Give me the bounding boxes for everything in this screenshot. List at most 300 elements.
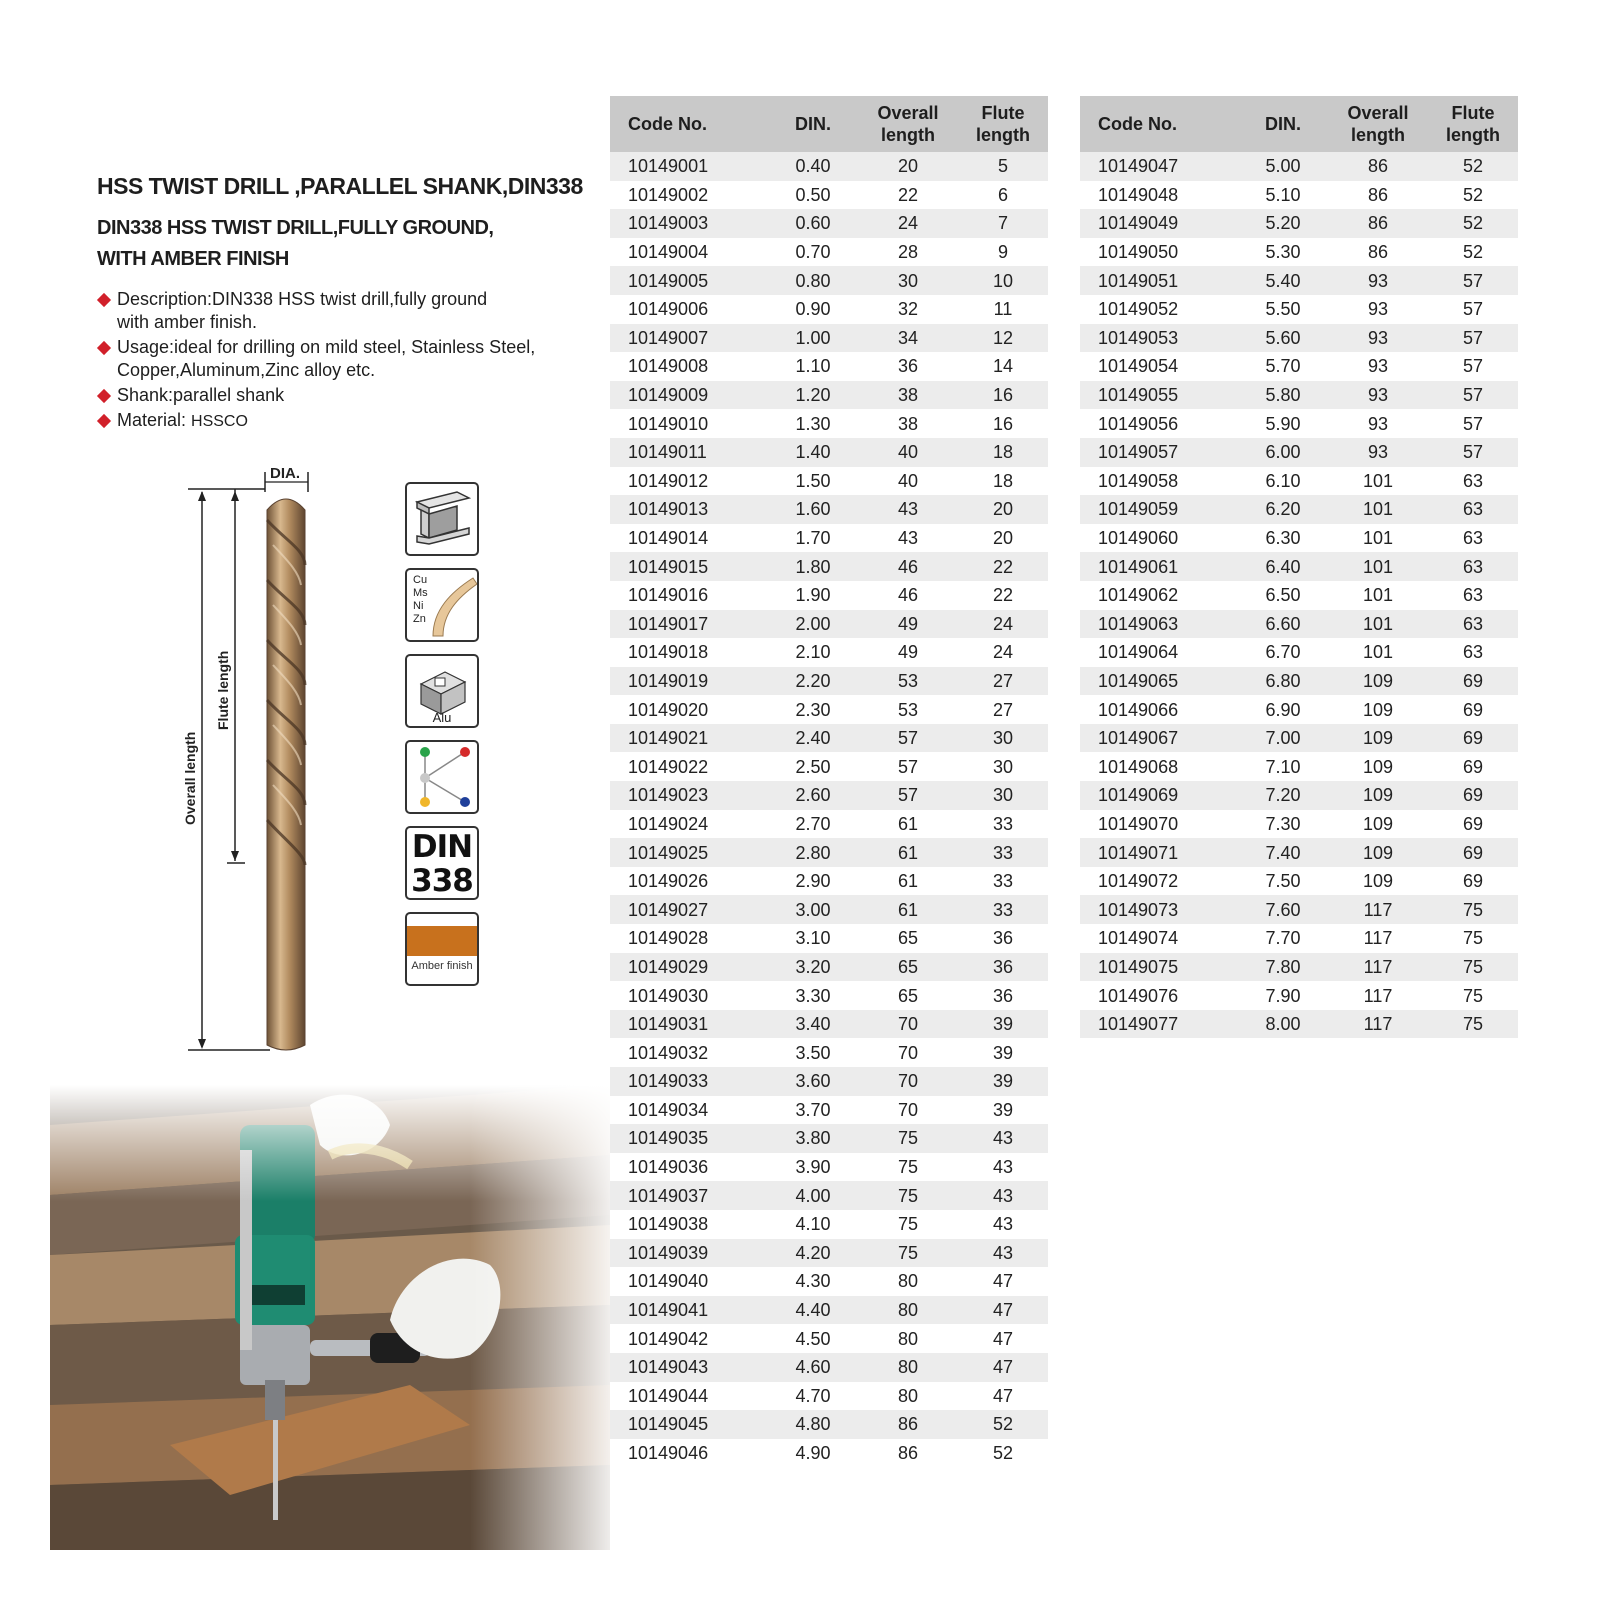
list-item-usage bbox=[97, 336, 587, 382]
table-row bbox=[610, 981, 1048, 1010]
table-row bbox=[610, 152, 1048, 181]
cell-overall-length: 109 bbox=[1328, 695, 1428, 724]
cell-din: 7.60 bbox=[1238, 895, 1328, 924]
cell-din: 4.20 bbox=[768, 1239, 858, 1268]
cell-flute-length: 63 bbox=[1428, 638, 1518, 667]
cell-din: 0.50 bbox=[768, 181, 858, 210]
table-row bbox=[1080, 266, 1518, 295]
cell-din: 7.40 bbox=[1238, 838, 1328, 867]
cell-flute-length: 16 bbox=[958, 409, 1048, 438]
cell-flute-length: 52 bbox=[1428, 181, 1518, 210]
table-row bbox=[1080, 867, 1518, 896]
cell-code: 10149032 bbox=[610, 1038, 768, 1067]
cell-flute-length: 18 bbox=[958, 467, 1048, 496]
cell-code: 10149035 bbox=[610, 1124, 768, 1153]
cell-overall-length: 93 bbox=[1328, 266, 1428, 295]
cell-code: 10149068 bbox=[1080, 752, 1238, 781]
cell-flute-length: 69 bbox=[1428, 667, 1518, 696]
cell-code: 10149018 bbox=[610, 638, 768, 667]
cell-overall-length: 75 bbox=[858, 1124, 958, 1153]
cell-code: 10149022 bbox=[610, 752, 768, 781]
cell-code: 10149013 bbox=[610, 495, 768, 524]
cell-overall-length: 36 bbox=[858, 352, 958, 381]
cell-din: 1.70 bbox=[768, 524, 858, 553]
cell-overall-length: 75 bbox=[858, 1153, 958, 1182]
cell-din: 3.20 bbox=[768, 953, 858, 982]
cell-din: 5.20 bbox=[1238, 209, 1328, 238]
header-overall-2: length bbox=[1351, 125, 1405, 145]
header-din: DIN. bbox=[1238, 96, 1328, 152]
diamond-bullet-icon bbox=[97, 389, 111, 403]
cell-flute-length: 57 bbox=[1428, 352, 1518, 381]
table-row bbox=[1080, 953, 1518, 982]
cell-overall-length: 93 bbox=[1328, 381, 1428, 410]
table-row bbox=[610, 467, 1048, 496]
table-row bbox=[1080, 838, 1518, 867]
cell-flute-length: 43 bbox=[958, 1181, 1048, 1210]
cell-code: 10149040 bbox=[610, 1267, 768, 1296]
cell-flute-length: 36 bbox=[958, 981, 1048, 1010]
cell-flute-length: 69 bbox=[1428, 867, 1518, 896]
cell-overall-length: 101 bbox=[1328, 467, 1428, 496]
cell-overall-length: 57 bbox=[858, 781, 958, 810]
cell-code: 10149024 bbox=[610, 810, 768, 839]
cell-overall-length: 70 bbox=[858, 1010, 958, 1039]
table-row bbox=[1080, 552, 1518, 581]
cell-din: 3.50 bbox=[768, 1038, 858, 1067]
cell-din: 6.20 bbox=[1238, 495, 1328, 524]
table-row bbox=[610, 552, 1048, 581]
table-row bbox=[610, 409, 1048, 438]
cell-din: 1.20 bbox=[768, 381, 858, 410]
cell-flute-length: 7 bbox=[958, 209, 1048, 238]
aluminum-profile-icon bbox=[405, 654, 479, 728]
cell-code: 10149050 bbox=[1080, 238, 1238, 267]
table-row bbox=[610, 810, 1048, 839]
flute-length-label: Flute length bbox=[215, 650, 231, 730]
header-overall-length bbox=[1328, 96, 1428, 152]
cell-code: 10149008 bbox=[610, 352, 768, 381]
table-row bbox=[610, 209, 1048, 238]
table-row bbox=[1080, 895, 1518, 924]
cell-overall-length: 46 bbox=[858, 552, 958, 581]
table-row bbox=[1080, 409, 1518, 438]
cell-flute-length: 63 bbox=[1428, 495, 1518, 524]
cell-overall-length: 101 bbox=[1328, 524, 1428, 553]
cell-overall-length: 32 bbox=[858, 295, 958, 324]
cell-flute-length: 18 bbox=[958, 438, 1048, 467]
cell-flute-length: 39 bbox=[958, 1067, 1048, 1096]
cell-code: 10149042 bbox=[610, 1324, 768, 1353]
steel-beam-icon bbox=[405, 482, 479, 556]
cell-flute-length: 57 bbox=[1428, 381, 1518, 410]
cell-flute-length: 52 bbox=[958, 1439, 1048, 1468]
table-row bbox=[1080, 324, 1518, 353]
cell-din: 5.40 bbox=[1238, 266, 1328, 295]
cell-din: 7.90 bbox=[1238, 981, 1328, 1010]
cell-overall-length: 57 bbox=[858, 724, 958, 753]
header-overall-1: Overall bbox=[877, 103, 939, 123]
cell-flute-length: 27 bbox=[958, 667, 1048, 696]
cell-code: 10149062 bbox=[1080, 581, 1238, 610]
cell-din: 2.80 bbox=[768, 838, 858, 867]
cell-din: 4.10 bbox=[768, 1210, 858, 1239]
cell-code: 10149037 bbox=[610, 1181, 768, 1210]
table-row bbox=[610, 1124, 1048, 1153]
cell-din: 3.40 bbox=[768, 1010, 858, 1039]
table-header-row bbox=[610, 96, 1048, 152]
cell-overall-length: 40 bbox=[858, 438, 958, 467]
table-row bbox=[610, 1353, 1048, 1382]
cell-din: 5.90 bbox=[1238, 409, 1328, 438]
cell-flute-length: 22 bbox=[958, 552, 1048, 581]
cell-overall-length: 49 bbox=[858, 610, 958, 639]
cell-overall-length: 80 bbox=[858, 1353, 958, 1382]
cell-overall-length: 86 bbox=[1328, 181, 1428, 210]
cell-flute-length: 43 bbox=[958, 1210, 1048, 1239]
table-row bbox=[610, 667, 1048, 696]
cell-code: 10149005 bbox=[610, 266, 768, 295]
cell-flute-length: 57 bbox=[1428, 409, 1518, 438]
cell-code: 10149023 bbox=[610, 781, 768, 810]
cell-flute-length: 69 bbox=[1428, 810, 1518, 839]
cell-code: 10149009 bbox=[610, 381, 768, 410]
cell-din: 4.60 bbox=[768, 1353, 858, 1382]
page-title: HSS TWIST DRILL ,PARALLEL SHANK,DIN338 bbox=[97, 173, 583, 199]
table-row bbox=[610, 610, 1048, 639]
table-row bbox=[610, 895, 1048, 924]
cell-code: 10149007 bbox=[610, 324, 768, 353]
cell-code: 10149010 bbox=[610, 409, 768, 438]
cell-overall-length: 28 bbox=[858, 238, 958, 267]
cell-overall-length: 93 bbox=[1328, 352, 1428, 381]
cell-overall-length: 43 bbox=[858, 495, 958, 524]
cell-din: 6.90 bbox=[1238, 695, 1328, 724]
table-row bbox=[1080, 381, 1518, 410]
cell-flute-length: 63 bbox=[1428, 610, 1518, 639]
cell-overall-length: 86 bbox=[1328, 238, 1428, 267]
table-row bbox=[610, 1296, 1048, 1325]
cell-flute-length: 20 bbox=[958, 495, 1048, 524]
cell-flute-length: 24 bbox=[958, 638, 1048, 667]
cell-code: 10149043 bbox=[610, 1353, 768, 1382]
cell-code: 10149053 bbox=[1080, 324, 1238, 353]
cell-code: 10149001 bbox=[610, 152, 768, 181]
cell-code: 10149039 bbox=[610, 1239, 768, 1268]
table-row bbox=[610, 924, 1048, 953]
cell-overall-length: 117 bbox=[1328, 953, 1428, 982]
cell-code: 10149026 bbox=[610, 867, 768, 896]
header-overall-length bbox=[858, 96, 958, 152]
cell-flute-length: 57 bbox=[1428, 324, 1518, 353]
cell-overall-length: 93 bbox=[1328, 324, 1428, 353]
cell-code: 10149047 bbox=[1080, 152, 1238, 181]
cell-din: 5.30 bbox=[1238, 238, 1328, 267]
cell-overall-length: 109 bbox=[1328, 752, 1428, 781]
cell-din: 6.60 bbox=[1238, 610, 1328, 639]
din-line-2: 338 bbox=[411, 863, 473, 899]
cell-flute-length: 9 bbox=[958, 238, 1048, 267]
cell-code: 10149056 bbox=[1080, 409, 1238, 438]
cell-din: 1.40 bbox=[768, 438, 858, 467]
cell-din: 6.80 bbox=[1238, 667, 1328, 696]
cell-din: 3.70 bbox=[768, 1096, 858, 1125]
cell-flute-length: 75 bbox=[1428, 1010, 1518, 1039]
table-row bbox=[610, 838, 1048, 867]
cell-overall-length: 34 bbox=[858, 324, 958, 353]
cell-overall-length: 86 bbox=[1328, 209, 1428, 238]
cell-code: 10149038 bbox=[610, 1210, 768, 1239]
cell-flute-length: 75 bbox=[1428, 953, 1518, 982]
cell-flute-length: 10 bbox=[958, 266, 1048, 295]
cell-flute-length: 36 bbox=[958, 924, 1048, 953]
cell-overall-length: 70 bbox=[858, 1096, 958, 1125]
cell-din: 0.90 bbox=[768, 295, 858, 324]
feature-icons bbox=[405, 482, 483, 998]
header-flute-length bbox=[1428, 96, 1518, 152]
table-row bbox=[610, 1210, 1048, 1239]
cell-din: 5.10 bbox=[1238, 181, 1328, 210]
din338-badge bbox=[405, 826, 479, 900]
cell-flute-length: 20 bbox=[958, 524, 1048, 553]
cell-code: 10149072 bbox=[1080, 867, 1238, 896]
cell-overall-length: 80 bbox=[858, 1296, 958, 1325]
table-row bbox=[610, 266, 1048, 295]
cell-overall-length: 53 bbox=[858, 695, 958, 724]
table-row bbox=[1080, 238, 1518, 267]
cell-code: 10149058 bbox=[1080, 467, 1238, 496]
cell-overall-length: 20 bbox=[858, 152, 958, 181]
cell-code: 10149046 bbox=[610, 1439, 768, 1468]
diamond-bullet-icon bbox=[97, 414, 111, 428]
table-row bbox=[1080, 781, 1518, 810]
cell-overall-length: 46 bbox=[858, 581, 958, 610]
cell-overall-length: 53 bbox=[858, 667, 958, 696]
cell-code: 10149075 bbox=[1080, 953, 1238, 982]
cell-flute-length: 30 bbox=[958, 752, 1048, 781]
cell-overall-length: 38 bbox=[858, 381, 958, 410]
cell-din: 7.10 bbox=[1238, 752, 1328, 781]
cell-overall-length: 93 bbox=[1328, 295, 1428, 324]
cell-overall-length: 49 bbox=[858, 638, 958, 667]
cell-din: 4.70 bbox=[768, 1382, 858, 1411]
table-row bbox=[610, 1382, 1048, 1411]
cell-din: 4.80 bbox=[768, 1410, 858, 1439]
cell-overall-length: 65 bbox=[858, 981, 958, 1010]
table-row bbox=[610, 1067, 1048, 1096]
cell-din: 2.00 bbox=[768, 610, 858, 639]
diamond-bullet-icon bbox=[97, 293, 111, 307]
table-row bbox=[610, 1181, 1048, 1210]
cell-overall-length: 75 bbox=[858, 1210, 958, 1239]
cell-overall-length: 43 bbox=[858, 524, 958, 553]
cell-din: 3.80 bbox=[768, 1124, 858, 1153]
cell-overall-length: 61 bbox=[858, 810, 958, 839]
cell-din: 6.10 bbox=[1238, 467, 1328, 496]
cell-din: 4.40 bbox=[768, 1296, 858, 1325]
cell-din: 6.30 bbox=[1238, 524, 1328, 553]
cell-code: 10149030 bbox=[610, 981, 768, 1010]
cell-overall-length: 117 bbox=[1328, 924, 1428, 953]
header-code: Code No. bbox=[1080, 96, 1238, 152]
cell-overall-length: 61 bbox=[858, 838, 958, 867]
cell-din: 1.30 bbox=[768, 409, 858, 438]
cell-din: 5.60 bbox=[1238, 324, 1328, 353]
cell-din: 4.50 bbox=[768, 1324, 858, 1353]
cell-overall-length: 93 bbox=[1328, 409, 1428, 438]
table-row bbox=[1080, 695, 1518, 724]
cell-code: 10149012 bbox=[610, 467, 768, 496]
table-row bbox=[1080, 152, 1518, 181]
cell-din: 2.90 bbox=[768, 867, 858, 896]
cell-code: 10149044 bbox=[610, 1382, 768, 1411]
table-row bbox=[610, 724, 1048, 753]
list-item-description bbox=[97, 288, 587, 334]
cell-din: 1.60 bbox=[768, 495, 858, 524]
table-row bbox=[610, 581, 1048, 610]
cell-code: 10149031 bbox=[610, 1010, 768, 1039]
table-row bbox=[1080, 524, 1518, 553]
cell-code: 10149014 bbox=[610, 524, 768, 553]
table-header-row bbox=[1080, 96, 1518, 152]
table-row bbox=[610, 352, 1048, 381]
cell-overall-length: 101 bbox=[1328, 581, 1428, 610]
cell-code: 10149066 bbox=[1080, 695, 1238, 724]
overall-length-label: Overall length bbox=[182, 731, 198, 825]
table-row bbox=[610, 524, 1048, 553]
diamond-bullet-icon bbox=[97, 341, 111, 355]
cell-code: 10149073 bbox=[1080, 895, 1238, 924]
cell-code: 10149021 bbox=[610, 724, 768, 753]
cell-code: 10149077 bbox=[1080, 1010, 1238, 1039]
cell-din: 2.40 bbox=[768, 724, 858, 753]
table-row bbox=[610, 1267, 1048, 1296]
cell-flute-length: 47 bbox=[958, 1267, 1048, 1296]
table-row bbox=[610, 324, 1048, 353]
cell-overall-length: 101 bbox=[1328, 552, 1428, 581]
table-row bbox=[610, 867, 1048, 896]
cell-overall-length: 117 bbox=[1328, 895, 1428, 924]
table-row bbox=[1080, 295, 1518, 324]
cell-din: 3.90 bbox=[768, 1153, 858, 1182]
cell-din: 5.70 bbox=[1238, 352, 1328, 381]
cell-code: 10149036 bbox=[610, 1153, 768, 1182]
material-label: Material: bbox=[117, 410, 192, 430]
cell-flute-length: 6 bbox=[958, 181, 1048, 210]
cell-din: 1.50 bbox=[768, 467, 858, 496]
table-row bbox=[1080, 752, 1518, 781]
header-din: DIN. bbox=[768, 96, 858, 152]
cell-flute-length: 57 bbox=[1428, 295, 1518, 324]
table-row bbox=[1080, 352, 1518, 381]
cell-flute-length: 43 bbox=[958, 1239, 1048, 1268]
cell-din: 4.00 bbox=[768, 1181, 858, 1210]
cell-flute-length: 11 bbox=[958, 295, 1048, 324]
subtitle-line-1: DIN338 HSS TWIST DRILL,FULLY GROUND, bbox=[97, 217, 494, 239]
cell-overall-length: 61 bbox=[858, 867, 958, 896]
cell-code: 10149054 bbox=[1080, 352, 1238, 381]
cell-din: 7.30 bbox=[1238, 810, 1328, 839]
cell-din: 7.50 bbox=[1238, 867, 1328, 896]
header-flute-1: Flute bbox=[1451, 103, 1495, 123]
cell-din: 0.70 bbox=[768, 238, 858, 267]
cell-code: 10149065 bbox=[1080, 667, 1238, 696]
cell-flute-length: 52 bbox=[1428, 209, 1518, 238]
cell-overall-length: 61 bbox=[858, 895, 958, 924]
table-row bbox=[1080, 209, 1518, 238]
cell-code: 10149019 bbox=[610, 667, 768, 696]
amber-finish-icon bbox=[405, 912, 479, 986]
cell-overall-length: 40 bbox=[858, 467, 958, 496]
cell-overall-length: 22 bbox=[858, 181, 958, 210]
cell-flute-length: 24 bbox=[958, 610, 1048, 639]
table-row bbox=[610, 1096, 1048, 1125]
amber-finish-label: Amber finish bbox=[411, 960, 473, 972]
cell-flute-length: 63 bbox=[1428, 524, 1518, 553]
cell-code: 10149074 bbox=[1080, 924, 1238, 953]
description-line-2: with amber finish. bbox=[117, 312, 258, 332]
cell-code: 10149029 bbox=[610, 953, 768, 982]
cell-flute-length: 47 bbox=[958, 1296, 1048, 1325]
cell-din: 2.50 bbox=[768, 752, 858, 781]
cell-code: 10149069 bbox=[1080, 781, 1238, 810]
cell-code: 10149016 bbox=[610, 581, 768, 610]
cell-code: 10149061 bbox=[1080, 552, 1238, 581]
cell-code: 10149057 bbox=[1080, 438, 1238, 467]
cell-din: 7.00 bbox=[1238, 724, 1328, 753]
cell-flute-length: 33 bbox=[958, 895, 1048, 924]
cell-overall-length: 70 bbox=[858, 1067, 958, 1096]
drilling-photo bbox=[50, 1085, 610, 1550]
metal-zn: Zn bbox=[413, 613, 426, 625]
cell-flute-length: 69 bbox=[1428, 695, 1518, 724]
cell-flute-length: 57 bbox=[1428, 266, 1518, 295]
cell-flute-length: 69 bbox=[1428, 724, 1518, 753]
cell-din: 8.00 bbox=[1238, 1010, 1328, 1039]
cell-code: 10149070 bbox=[1080, 810, 1238, 839]
cell-code: 10149020 bbox=[610, 695, 768, 724]
cell-flute-length: 63 bbox=[1428, 467, 1518, 496]
cell-overall-length: 101 bbox=[1328, 495, 1428, 524]
cell-flute-length: 30 bbox=[958, 724, 1048, 753]
cell-din: 1.90 bbox=[768, 581, 858, 610]
table-row bbox=[1080, 810, 1518, 839]
din-standard-text bbox=[407, 830, 477, 898]
table-row bbox=[610, 1153, 1048, 1182]
cell-flute-length: 30 bbox=[958, 781, 1048, 810]
cell-code: 10149011 bbox=[610, 438, 768, 467]
cell-flute-length: 14 bbox=[958, 352, 1048, 381]
cell-flute-length: 39 bbox=[958, 1010, 1048, 1039]
cell-flute-length: 69 bbox=[1428, 752, 1518, 781]
page-subtitle bbox=[97, 213, 577, 275]
cell-overall-length: 80 bbox=[858, 1382, 958, 1411]
cell-overall-length: 93 bbox=[1328, 438, 1428, 467]
table-row bbox=[1080, 181, 1518, 210]
list-item-material bbox=[97, 409, 587, 433]
table-row bbox=[1080, 495, 1518, 524]
cell-overall-length: 117 bbox=[1328, 1010, 1428, 1039]
amber-swatch bbox=[407, 926, 477, 956]
table-row bbox=[610, 1239, 1048, 1268]
table-row bbox=[610, 1324, 1048, 1353]
cell-flute-length: 63 bbox=[1428, 552, 1518, 581]
cell-flute-length: 75 bbox=[1428, 924, 1518, 953]
cell-code: 10149051 bbox=[1080, 266, 1238, 295]
cell-code: 10149017 bbox=[610, 610, 768, 639]
cell-flute-length: 75 bbox=[1428, 981, 1518, 1010]
header-flute-2: length bbox=[976, 125, 1030, 145]
